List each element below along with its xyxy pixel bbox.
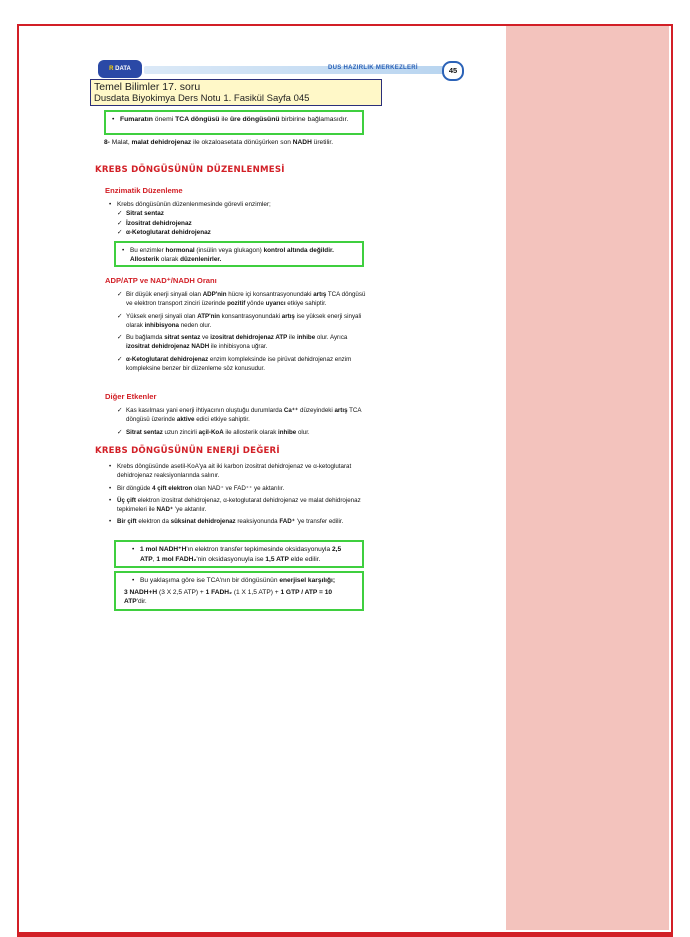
question-title-box bbox=[90, 79, 382, 106]
title-line-2: Dusdata Biyokimya Ders Notu 1. Fasikül Sayfa 045 bbox=[94, 93, 310, 104]
hormonal-note: • Bu enzimler hormonal (insülin veya glukagon) kontrol altında değildir. Allosterik olarak düzenlenirler. bbox=[130, 246, 356, 265]
subsection-other-factors: Diğer Etkenler bbox=[105, 392, 157, 401]
title-line-1: Temel Bilimler 17. soru bbox=[94, 81, 201, 93]
adp-atp-item: ✓ Yüksek enerji sinyali olan ATP'nin konsantrasyonundaki artış ise yüksek enerji sinyali olarak inhibisyona neden olur. bbox=[117, 312, 366, 331]
other-factor-item: ✓ Kas kasılması yani enerji ihtiyacının oluştuğu durumlarda Ca⁺⁺ düzeyindeki artış TCA döngüsü üzerinde aktive edici etkiye sahiptir. bbox=[117, 406, 366, 425]
header-bar-text: DUS HAZIRLIK MERKEZLERİ bbox=[328, 65, 418, 71]
total-energy-formula: 3 NADH+H (3 X 2,5 ATP) + 1 FADH₂ (1 X 1,5 ATP) + 1 GTP / ATP = 10 ATP'dir. bbox=[124, 588, 333, 606]
adp-atp-item: ✓ Bir düşük enerji sinyali olan ADP'nin hücre içi konsantrasyonundaki artış TCA döngüsü ve elektron transport zinciri üzerinde pozitif yönde uyarıcı etkiye sahiptir. bbox=[117, 290, 366, 309]
total-energy-box bbox=[114, 571, 364, 611]
enzyme-item: ✓ Sitrat sentaz bbox=[117, 209, 367, 218]
subsection-adp-atp: ADP/ATP ve NAD⁺/NADH Oranı bbox=[105, 276, 217, 285]
atp-yield-note: • 1 mol NADH⁺H'ın elektron transfer tepkimesinde oksidasyonuyla 2,5 ATP, 1 mol FADH₂'nin oksidasyonuyla ise 1,5 ATP elde edilir. bbox=[140, 545, 356, 564]
side-panel bbox=[506, 26, 669, 930]
fumarat-note: • Fumaratın önemi TCA döngüsü ile üre döngüsünü birbirine bağlamasıdır. bbox=[120, 115, 356, 125]
fumarat-highlight-box bbox=[104, 110, 364, 135]
enzyme-item: ✓ α-Ketoglutarat dehidrojenaz bbox=[117, 228, 367, 237]
enzyme-item: ✓ İzositrat dehidrojenaz bbox=[117, 219, 367, 228]
enzyme-list bbox=[117, 200, 367, 237]
item-8: 8- Malat, malat dehidrojenaz ile okzaloasetata dönüşürken son NADH üretilir. bbox=[104, 139, 334, 146]
energy-list bbox=[117, 462, 366, 527]
energy-item: • Bir döngüde 4 çift elektron olan NAD⁺ ve FAD⁺⁺ ye aktarılır. bbox=[117, 484, 366, 493]
page-number: 45 bbox=[442, 61, 464, 81]
total-energy-intro: • Bu yaklaşıma göre ise TCA'nın bir döngüsünün enerjisel karşılığı; bbox=[132, 577, 336, 584]
energy-item: • Bir çift elektron da süksinat dehidrojenaz reaksiyonunda FAD⁺ 'ye transfer edilir. bbox=[117, 517, 366, 526]
subsection-enzymatic: Enzimatik Düzenleme bbox=[105, 186, 183, 195]
adp-atp-item: ✓ α-Ketoglutarat dehidrojenaz enzim kompleksinde ise pirüvat dehidrojenaz enzim kompleksine benzer bir düzenleme söz konusudur. bbox=[117, 355, 366, 374]
brand-logo: R DATA bbox=[98, 60, 142, 78]
energy-item: • Üç çift elektron izositrat dehidrojenaz, α-ketoglutarat dehidrojenaz ve malat dehidrojenaz tepkimeleri ile NAD⁺ 'ye aktarılır. bbox=[117, 496, 366, 515]
adp-atp-list bbox=[117, 290, 366, 373]
other-factor-item: ✓ Sitrat sentaz uzun zincirli açil-KoA ile allosterik olarak inhibe olur. bbox=[117, 428, 366, 437]
other-factors-list bbox=[117, 406, 366, 437]
energy-item: • Krebs döngüsünde asetil-KoA'ya ait iki karbon izositrat dehidrojenaz ve α-ketoglutarat dehidrojenaz reaksiyonlarında salınır. bbox=[117, 462, 366, 481]
section-title-regulation: KREBS DÖNGÜSÜNÜN DÜZENLENMESİ bbox=[95, 165, 285, 175]
atp-yield-box bbox=[114, 540, 364, 568]
section-title-energy: KREBS DÖNGÜSÜNÜN ENERJİ DEĞERİ bbox=[95, 446, 280, 456]
hormonal-highlight-box bbox=[114, 241, 364, 267]
enzyme-intro: • Krebs döngüsünün düzenlenmesinde görevli enzimler; bbox=[117, 200, 367, 209]
adp-atp-item: ✓ Bu bağlamda sitrat sentaz ve izositrat dehidrojenaz ATP ile inhibe olur. Ayrıca izositrat dehidrojenaz NADH ile inhibisyona uğrar. bbox=[117, 333, 366, 352]
